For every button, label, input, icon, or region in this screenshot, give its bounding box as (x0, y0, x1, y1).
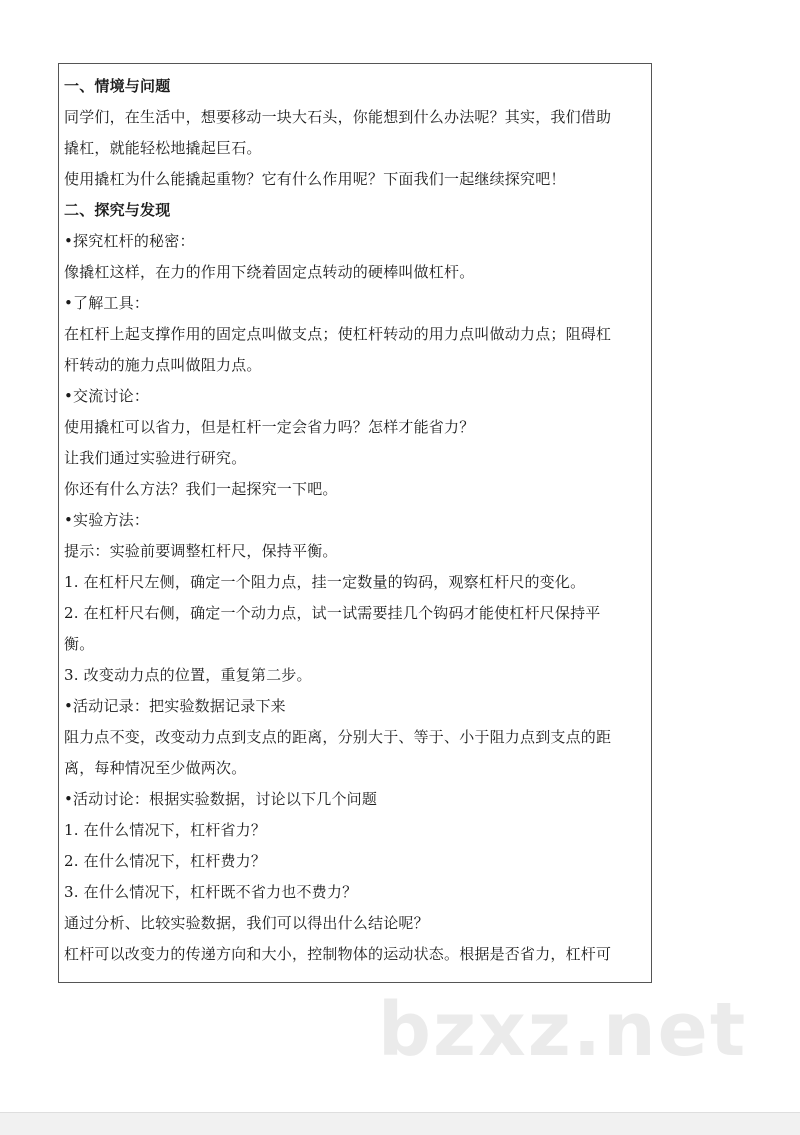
text-line: •交流讨论： (64, 387, 150, 405)
section-heading: 一、情境与问题 (64, 77, 171, 95)
text-line: 杆转动的施力点叫做阻力点。 (64, 356, 262, 374)
text-line: 1. 在什么情况下，杠杆省力？ (64, 821, 267, 839)
watermark: bzxz.net (378, 987, 748, 1073)
text-line: •了解工具： (64, 294, 150, 312)
text-line: 1. 在杠杆尺左侧，确定一个阻力点，挂一定数量的钩码，观察杠杆尺的变化。 (64, 573, 586, 591)
text-line: 你还有什么方法？我们一起探究一下吧。 (64, 480, 338, 498)
text-line: 3. 在什么情况下，杠杆既不省力也不费力？ (64, 883, 358, 901)
text-line: 在杠杆上起支撑作用的固定点叫做支点；使杠杆转动的用力点叫做动力点；阻碍杠 (64, 325, 612, 343)
text-line: 3. 改变动力点的位置，重复第二步。 (64, 666, 312, 684)
document-content (64, 71, 650, 970)
document-frame (58, 63, 652, 983)
text-line: 2. 在杠杆尺右侧，确定一个动力点，试一试需要挂几个钩码才能使杠杆尺保持平 (64, 604, 601, 622)
section-heading: 二、探究与发现 (64, 201, 171, 219)
text-line: •探究杠杆的秘密： (64, 232, 195, 250)
text-line: 提示：实验前要调整杠杆尺，保持平衡。 (64, 542, 338, 560)
text-line: 让我们通过实验进行研究。 (64, 449, 247, 467)
text-line: 2. 在什么情况下，杠杆费力？ (64, 852, 267, 870)
viewer-bottom-bar (0, 1112, 800, 1135)
text-line: 通过分析、比较实验数据，我们可以得出什么结论呢？ (64, 914, 429, 932)
text-line: 离，每种情况至少做两次。 (64, 759, 247, 777)
text-line: 同学们，在生活中，想要移动一块大石头，你能想到什么办法呢？其实，我们借助 (64, 108, 612, 126)
text-line: •活动讨论：根据实验数据，讨论以下几个问题 (64, 790, 378, 808)
text-line: 衡。 (64, 635, 95, 653)
text-line: •实验方法： (64, 511, 150, 529)
text-line: 撬杠，就能轻松地撬起巨石。 (64, 139, 262, 157)
text-line: 使用撬杠可以省力，但是杠杆一定会省力吗？怎样才能省力？ (64, 418, 475, 436)
text-line: 像撬杠这样，在力的作用下绕着固定点转动的硬棒叫做杠杆。 (64, 263, 475, 281)
text-line: 杠杆可以改变力的传递方向和大小，控制物体的运动状态。根据是否省力，杠杆可 (64, 945, 612, 963)
text-line: 使用撬杠为什么能撬起重物？它有什么作用呢？下面我们一起继续探究吧！ (64, 170, 566, 188)
text-line: 阻力点不变，改变动力点到支点的距离，分别大于、等于、小于阻力点到支点的距 (64, 728, 612, 746)
text-line: •活动记录：把实验数据记录下来 (64, 697, 286, 715)
